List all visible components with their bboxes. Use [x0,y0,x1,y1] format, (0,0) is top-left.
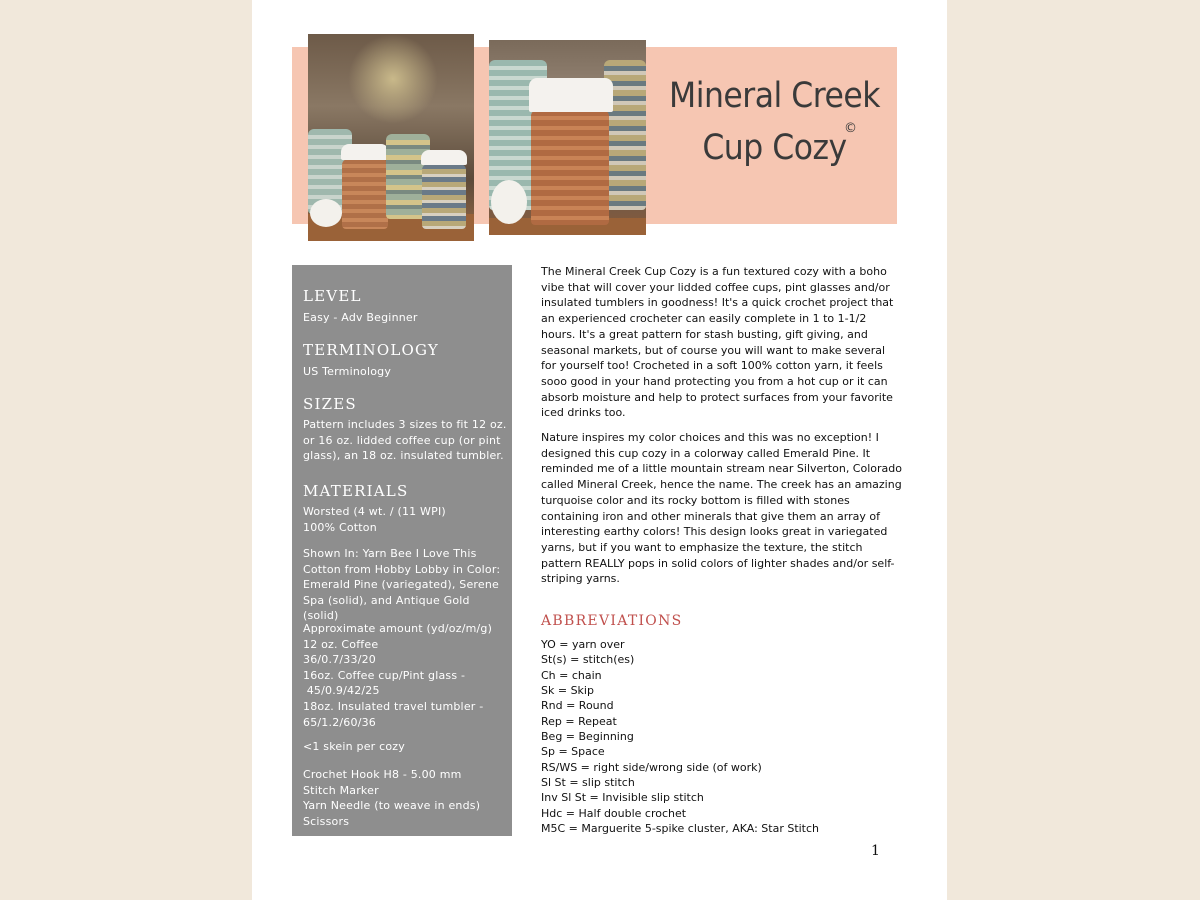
amount-line: Approximate amount (yd/oz/m/g) [303,622,493,635]
shown-in-text: Shown In: Yarn Bee I Love This Cotton from Hobby Lobby in Color: Emerald Pine (variegated), Serene Spa (solid), and Antique Gold (solid) [303,547,501,623]
tool-item: Yarn Needle (to weave in ends) [303,799,481,813]
tool-item: Scissors [303,814,350,828]
materials-yarn [303,504,508,535]
abbreviation-item: Inv Sl St = Invisible slip stitch [541,791,704,805]
intro-paragraph: The Mineral Creek Cup Cozy is a fun textured cozy with a boho vibe that will cover your lidded coffee cups, pint glasses and/or insulated tumblers in goodness! It's a quick crochet project that an experienced crocheter can easily complete in 1 to 1-1/2 hours. It's a great pattern for stash busting, gift giving, and seasonal markets, but of course you will want to make several for yourself too! Crocheted in a soft 100% cotton yarn, it feels sooo good in your hand protecting you from a hot cup or it can absorb moisture and help to protect surfaces from your favorite iced drinks too. [541,265,894,420]
amount-line: 18oz. Insulated travel tumbler - [303,699,484,713]
amount-line: 36/0.7/33/20 [303,653,377,667]
abbreviation-item: Rep = Repeat [541,714,617,728]
terminology-heading: TERMINOLOGY [303,341,440,359]
terminology-text: US Terminology [303,365,392,378]
tool-item: Stitch Marker [303,783,379,797]
materials-heading: MATERIALS [303,482,409,500]
yarn-amounts [303,621,508,730]
abbreviation-item: YO = yarn over [541,638,625,651]
abbreviations-heading: ABBREVIATIONS [541,613,683,629]
amount-line: 65/1.2/60/36 [303,715,377,729]
amount-line: 45/0.9/42/25 [303,684,380,698]
tools-list [303,767,508,829]
abbreviation-item: RS/WS = right side/wrong side (of work) [541,760,762,774]
abbreviations-list [541,637,819,836]
sizes-text: Pattern includes 3 sizes to fit 12 oz. or 16 oz. lidded coffee cup (or pint glass), an 18 oz. insulated tumbler. [303,418,507,463]
abbreviation-item: Rnd = Round [541,699,614,713]
product-photo-single [489,40,646,235]
page-number: 1 [871,843,880,859]
level-text: Easy - Adv Beginner [303,311,418,324]
inspiration-paragraph: Nature inspires my color choices and this was no exception! I designed this cup cozy in a colorway called Emerald Pine. It reminded me of a little mountain stream near Silverton, Colorado called Mineral Creek, hence the name. The creek has an amazing turquoise color and its rocky bottom is filled with stones containing iron and other minerals that give them an array of interesting earthy colors! This design looks great in variegated yarns, but if you want to emphasize the texture, the stitch pattern REALLY pops in solid colors of lighter shades and/or self-striping yarns. [541,431,902,586]
yarn-fiber: 100% Cotton [303,520,377,534]
abbreviation-item: Sl St = slip stitch [541,776,635,790]
sizes-heading: SIZES [303,395,357,413]
title-line-1: Mineral Creek [669,76,880,116]
copyright-mark: © [844,121,857,136]
abbreviation-item: Beg = Beginning [541,730,634,744]
abbreviation-item: St(s) = stitch(es) [541,653,635,667]
abbreviation-item: M5C = Marguerite 5-spike cluster, AKA: Star Stitch [541,822,820,836]
abbreviation-item: Sk = Skip [541,684,594,698]
amount-line: 12 oz. Coffee [303,637,379,651]
amount-line: 16oz. Coffee cup/Pint glass - [303,668,466,682]
level-heading: LEVEL [303,287,362,305]
tool-item: Crochet Hook H8 - 5.00 mm [303,768,462,781]
yarn-weight: Worsted (4 wt. / (11 WPI) [303,505,446,518]
document-page [252,0,947,900]
abbreviation-item: Hdc = Half double crochet [541,806,687,820]
abbreviation-item: Ch = chain [541,668,602,682]
title-line-2: Cup Cozy [702,128,847,168]
skein-text: <1 skein per cozy [303,740,405,753]
abbreviation-item: Sp = Space [541,745,605,759]
pattern-info-sidebar [292,265,512,836]
product-photo-group [308,34,474,241]
